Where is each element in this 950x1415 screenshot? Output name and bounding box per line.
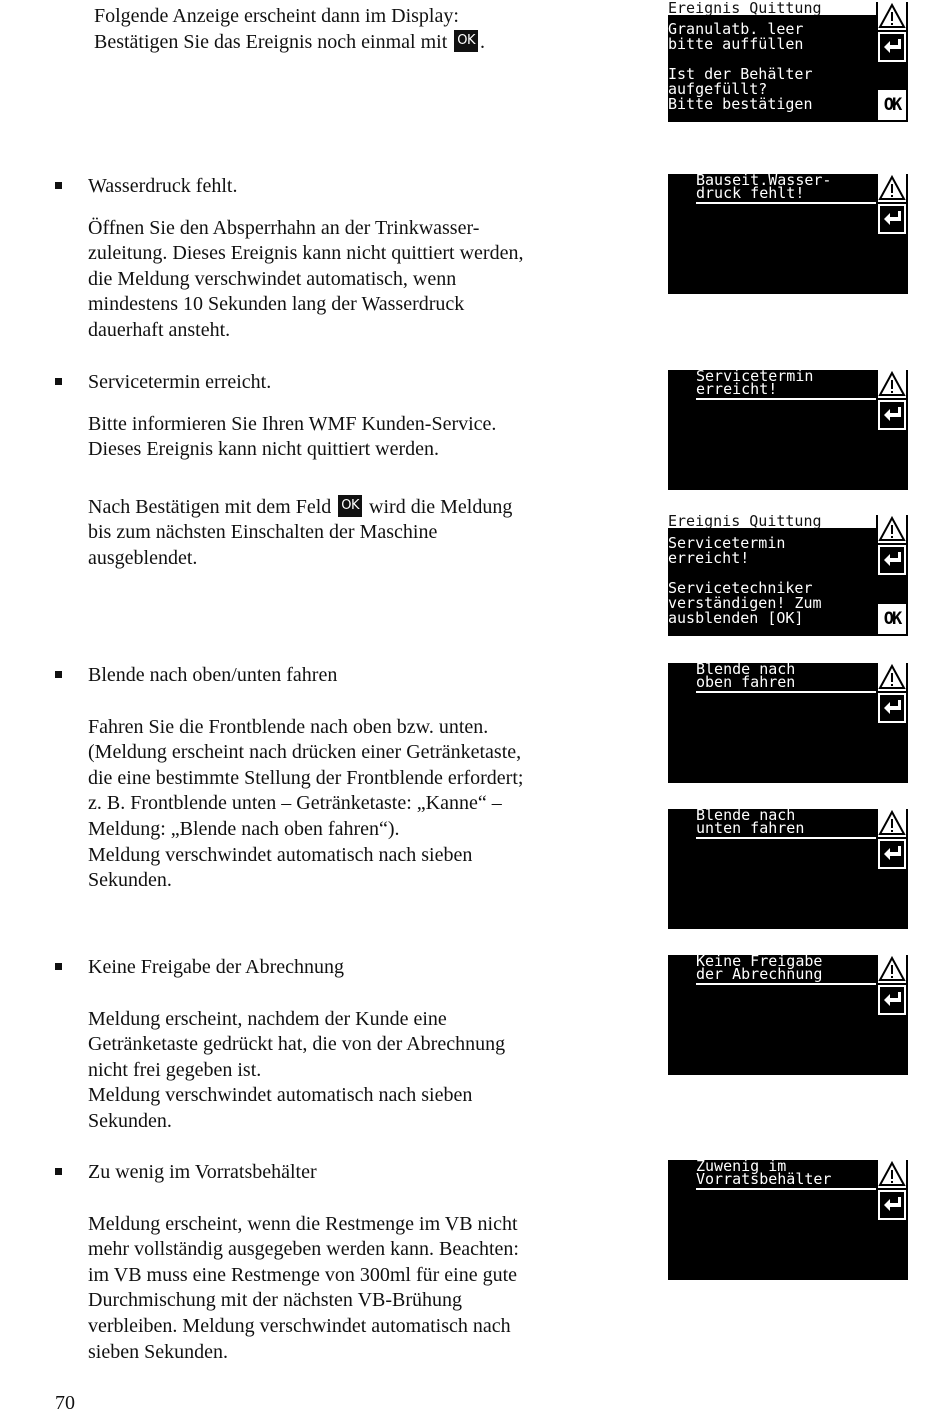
ok-icon: OK bbox=[878, 90, 906, 120]
body-line: Meldung erscheint, nachdem der Kunde eine bbox=[88, 1007, 447, 1030]
warning-triangle-icon bbox=[878, 663, 906, 691]
back-arrow-icon bbox=[878, 545, 906, 575]
warning-triangle-icon bbox=[878, 955, 906, 983]
body-line: Meldung verschwindet automatisch nach sieben bbox=[88, 1084, 473, 1107]
display-header: Blende nach unten fahren bbox=[696, 809, 876, 839]
body-line: die eine bestimmte Stellung der Frontblende erfordert; bbox=[88, 766, 524, 789]
warning-triangle-icon bbox=[878, 370, 906, 398]
section-body bbox=[88, 1007, 598, 1135]
body-line: z. B. Frontblende unten – Getränketaste: „Kanne“ – bbox=[88, 792, 502, 815]
back-arrow-icon bbox=[878, 400, 906, 430]
confirm-text: Nach Bestätigen mit dem Feld bbox=[88, 495, 332, 518]
body-line: Öffnen Sie den Absperrhahn an der Trinkwasser- bbox=[88, 216, 480, 239]
section-stock bbox=[88, 1160, 598, 1365]
intro-line: Folgende Anzeige erscheint dann im Display: bbox=[94, 5, 459, 27]
section-body bbox=[88, 412, 598, 463]
back-arrow-icon bbox=[878, 32, 906, 62]
back-arrow-icon bbox=[878, 693, 906, 723]
body-line: zuleitung. Dieses Ereignis kann nicht quittiert werden, bbox=[88, 242, 524, 265]
display-header: Keine Freigabe der Abrechnung bbox=[696, 955, 876, 985]
body-line: verbleiben. Meldung verschwindet automatisch nach bbox=[88, 1314, 511, 1337]
display-granulate bbox=[668, 2, 908, 122]
page-number: 70 bbox=[55, 1392, 75, 1414]
body-line: Getränketaste gedrückt hat, die von der Abrechnung bbox=[88, 1033, 506, 1056]
ok-key-icon: OK bbox=[454, 30, 478, 52]
display-header: Ereignis Quittung bbox=[668, 515, 876, 528]
display-header: Zuwenig im Vorratsbehälter bbox=[696, 1160, 876, 1190]
bullet-icon bbox=[55, 378, 62, 385]
body-line bbox=[88, 495, 598, 521]
display-message: Servicetermin erreicht! Servicetechniker verständigen! Zum ausblenden [OK] bbox=[668, 534, 822, 627]
warning-triangle-icon bbox=[878, 809, 906, 837]
section-panel bbox=[88, 663, 598, 894]
warning-triangle-icon bbox=[878, 1160, 906, 1188]
ok-key-icon: OK bbox=[338, 495, 362, 517]
bullet-icon bbox=[55, 1168, 62, 1175]
display-header: Blende nach oben fahren bbox=[696, 663, 876, 693]
section-billing bbox=[88, 955, 598, 1135]
intro-line bbox=[94, 30, 594, 56]
back-arrow-icon bbox=[878, 204, 906, 234]
body-line: Bitte informieren Sie Ihren WMF Kunden-Service. bbox=[88, 412, 497, 435]
section-body bbox=[88, 216, 598, 344]
body-line: Sekunden. bbox=[88, 869, 172, 892]
bullet-icon bbox=[55, 963, 62, 970]
warning-triangle-icon bbox=[878, 174, 906, 202]
body-line: mindestens 10 Sekunden lang der Wasserdruck bbox=[88, 293, 465, 316]
display-message: Granulatb. leer bitte auffüllen Ist der Behälter aufgefüllt? Bitte bestätigen bbox=[668, 20, 813, 113]
section-body bbox=[88, 1212, 598, 1366]
display-header: Ereignis Quittung bbox=[668, 2, 876, 15]
intro-text bbox=[94, 4, 594, 55]
ok-icon: OK bbox=[878, 604, 906, 634]
body-line: die Meldung verschwindet automatisch, wenn bbox=[88, 267, 457, 290]
display-billing bbox=[668, 955, 908, 1075]
section-service bbox=[88, 370, 598, 572]
body-line: Dieses Ereignis kann nicht quittiert werden. bbox=[88, 438, 440, 461]
body-line: dauerhaft ansteht. bbox=[88, 318, 231, 341]
display-stock bbox=[668, 1160, 908, 1280]
body-line: ausgeblendet. bbox=[88, 546, 198, 569]
body-line: Durchmischung mit der nächsten VB-Brühung bbox=[88, 1289, 463, 1312]
display-header: Bauseit.Wasser- druck fehlt! bbox=[696, 174, 876, 204]
body-line: Meldung: „Blende nach oben fahren“). bbox=[88, 817, 400, 840]
warning-triangle-icon bbox=[878, 515, 906, 543]
display-service-ack bbox=[668, 515, 908, 636]
bullet-heading: Blende nach oben/unten fahren bbox=[88, 664, 338, 686]
body-line: Meldung verschwindet automatisch nach sieben bbox=[88, 843, 473, 866]
bullet-heading: Zu wenig im Vorratsbehälter bbox=[88, 1161, 317, 1183]
display-panel-up bbox=[668, 663, 908, 783]
section-body bbox=[88, 715, 598, 894]
body-line: im VB muss eine Restmenge von 300ml für eine gute bbox=[88, 1263, 518, 1286]
bullet-icon bbox=[55, 182, 62, 189]
bullet-icon bbox=[55, 671, 62, 678]
body-line: sieben Sekunden. bbox=[88, 1340, 228, 1363]
back-arrow-icon bbox=[878, 985, 906, 1015]
body-line: Meldung erscheint, wenn die Restmenge im VB nicht bbox=[88, 1212, 518, 1235]
bullet-heading: Keine Freigabe der Abrechnung bbox=[88, 956, 345, 978]
body-line: Fahren Sie die Frontblende nach oben bzw. unten. bbox=[88, 715, 489, 738]
bullet-heading: Wasserdruck fehlt. bbox=[88, 175, 238, 197]
bullet-heading: Servicetermin erreicht. bbox=[88, 371, 272, 393]
back-arrow-icon bbox=[878, 1190, 906, 1220]
confirm-paragraph bbox=[88, 495, 598, 572]
display-panel-down bbox=[668, 809, 908, 929]
body-line: mehr vollständig ausgegeben werden kann. Beachten: bbox=[88, 1238, 519, 1261]
body-line: bis zum nächsten Einschalten der Maschine bbox=[88, 521, 438, 544]
display-service bbox=[668, 370, 908, 490]
warning-triangle-icon bbox=[878, 2, 906, 30]
intro-confirm-text: Bestätigen Sie das Ereignis noch einmal mit bbox=[94, 30, 448, 53]
display-water bbox=[668, 174, 908, 294]
display-header: Servicetermin erreicht! bbox=[696, 370, 876, 400]
body-line: (Meldung erscheint nach drücken einer Getränketaste, bbox=[88, 741, 522, 764]
back-arrow-icon bbox=[878, 839, 906, 869]
body-line: nicht frei gegeben ist. bbox=[88, 1058, 262, 1081]
body-line: Sekunden. bbox=[88, 1109, 172, 1132]
intro-period: . bbox=[480, 30, 486, 53]
confirm-text: wird die Meldung bbox=[369, 495, 513, 518]
section-water bbox=[88, 174, 598, 344]
